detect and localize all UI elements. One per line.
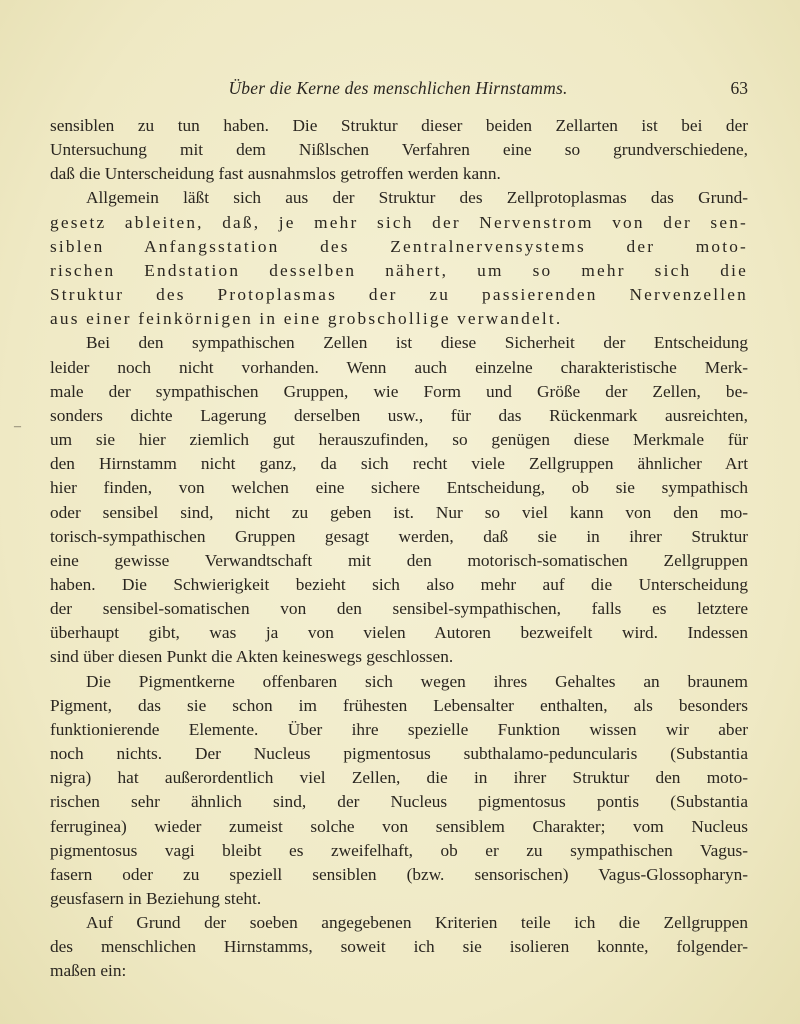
text-line: den Hirnstamm nicht ganz, da sich recht viele Zellgruppen ähnlicher Art	[50, 454, 748, 474]
text-line: Untersuchung mit dem Nißlschen Verfahren eine so grundverschiedene,	[50, 140, 748, 160]
body-text	[50, 114, 748, 984]
text-line: Die Pigmentkerne offenbaren sich wegen ihres Gehaltes an braunem	[86, 671, 748, 691]
running-title: Über die Kerne des menschlichen Hirnstamms.	[228, 78, 568, 98]
text-line: oder sensibel sind, nicht zu geben ist. Nur so viel kann von den mo-	[50, 502, 748, 522]
text-line: leider noch nicht vorhanden. Wenn auch einzelne charakteristische Merk-	[50, 357, 748, 377]
text-line: sonders dichte Lagerung derselben usw., für das Rückenmark ausreichten,	[50, 405, 748, 425]
text-line: Bei den sympathischen Zellen ist diese Sicherheit der Entscheidung	[86, 333, 748, 353]
text-line: des menschlichen Hirnstamms, soweit ich sie isolieren konnte, folgender-	[50, 937, 748, 957]
text-line: fasern oder zu speziell sensiblen (bzw. sensorischen) Vagus-Glossopharyn-	[50, 864, 748, 884]
text-line: der sensibel-somatischen von den sensibel-sympathischen, falls es letztere	[50, 599, 748, 619]
text-line: noch nichts. Der Nucleus pigmentosus subthalamo-peduncularis (Substantia	[50, 744, 748, 764]
text-line: maßen ein:	[50, 961, 127, 981]
text-line: haben. Die Schwierigkeit bezieht sich also mehr auf die Unterscheidung	[50, 574, 748, 594]
margin-mark: –	[14, 419, 21, 434]
text-line: eine gewisse Verwandtschaft mit den motorisch-somatischen Zellgruppen	[50, 550, 748, 570]
text-line: torisch-sympathischen Gruppen gesagt werden, daß sie in ihrer Struktur	[50, 526, 748, 546]
text-line: gesetz ableiten, daß, je mehr sich der Nervenstrom von der sen-	[50, 212, 748, 232]
text-line: Pigment, das sie schon im frühesten Lebensalter enthalten, als besonders	[50, 695, 748, 715]
text-line: daß die Unterscheidung fast ausnahmslos getroffen werden kann.	[50, 164, 501, 184]
text-line: funktionierende Elemente. Über ihre spezielle Funktion wissen wir aber	[50, 719, 748, 739]
text-line: aus einer feinkörnigen in eine grobschollige verwandelt.	[50, 309, 563, 329]
page-number: 63	[730, 78, 748, 98]
running-header	[48, 78, 748, 100]
text-line: sensiblen zu tun haben. Die Struktur dieser beiden Zellarten ist bei der	[50, 116, 748, 135]
text-line: hier finden, von welchen eine sichere Entscheidung, ob sie sympathisch	[50, 478, 748, 498]
text-line: rischen sehr ähnlich sind, der Nucleus pigmentosus pontis (Substantia	[50, 792, 748, 812]
text-line: um sie hier ziemlich gut herauszufinden, so genügen diese Merkmale für	[50, 430, 748, 450]
text-line: siblen Anfangsstation des Zentralnervensystems der moto-	[50, 236, 748, 256]
text-line: geusfasern in Beziehung steht.	[50, 889, 262, 908]
text-line: rischen Endstation desselben nähert, um so mehr sich die	[50, 260, 748, 280]
text-line: Allgemein läßt sich aus der Struktur des Zellprotoplasmas das Grund-	[86, 188, 748, 208]
text-line: male der sympathischen Gruppen, wie Form und Größe der Zellen, be-	[50, 381, 748, 401]
text-line: nigra) hat außerordentlich viel Zellen, die in ihrer Struktur den moto-	[50, 768, 748, 788]
text-line: ferruginea) wieder zumeist solche von sensiblem Charakter; vom Nucleus	[50, 816, 748, 836]
text-line: Auf Grund der soeben angegebenen Kriterien teile ich die Zellgruppen	[86, 913, 748, 933]
text-line: pigmentosus vagi bleibt es zweifelhaft, ob er zu sympathischen Vagus-	[50, 840, 748, 860]
text-line: Struktur des Protoplasmas der zu passierenden Nervenzellen	[50, 285, 748, 305]
text-line: überhaupt gibt, was ja von vielen Autoren bezweifelt wird. Indessen	[50, 623, 748, 643]
text-line: sind über diesen Punkt die Akten keineswegs geschlossen.	[50, 647, 454, 667]
